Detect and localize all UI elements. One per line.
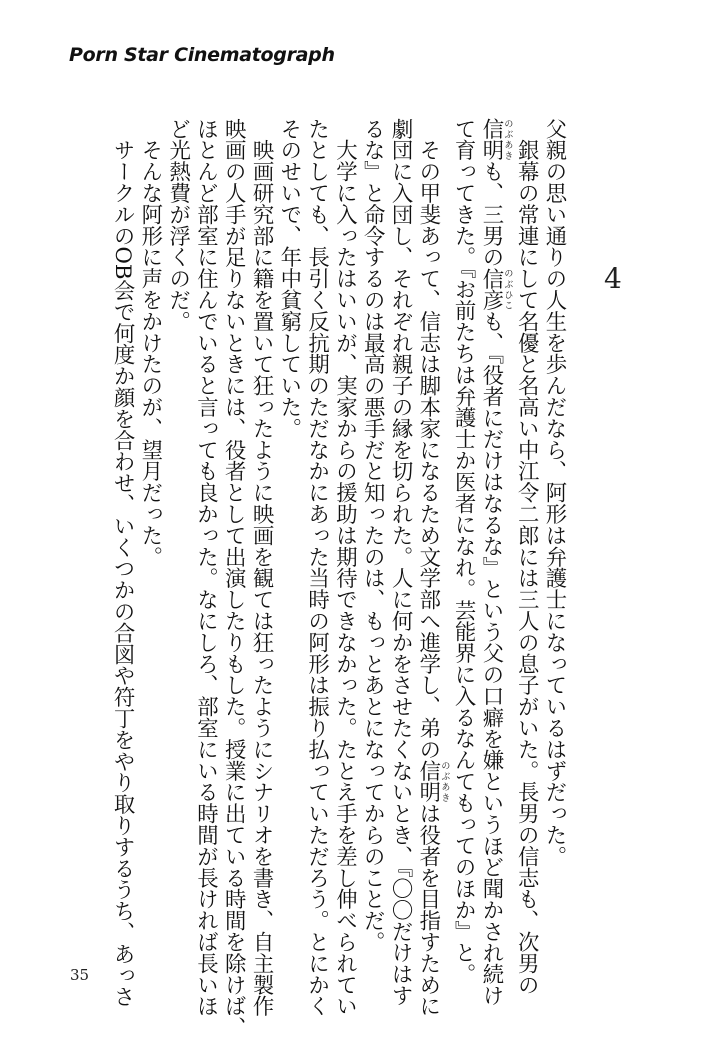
running-title: Porn Star Cinematograph	[69, 44, 335, 66]
text-line: 映画の人手が足りないときには、役者として出演したりもした。授業に出ている時間を除けば、	[221, 118, 247, 1038]
body-text	[110, 118, 568, 1038]
text-line: サークルのOB会で何度か顔を合わせ、いくつかの合図や符丁をやり取りするうち、あっさ	[110, 118, 136, 1008]
text-line: 大学に入ったはいいが、実家からの援助は期待できなかった。たとえ手を差し伸べられてい	[332, 118, 358, 1017]
text-line: ど光熱費が浮くのだ。	[165, 118, 191, 332]
text-line: 銀幕の常連にして名優と名高い中江令二郎には三人の息子がいた。長男の信志も、次男の	[514, 118, 540, 996]
text-line: そんな阿形に声をかけたのが、望月だった。	[137, 118, 163, 568]
ruby-annotation: 信明のぶあき	[415, 760, 450, 803]
text-line: たとしても、長引く反抗期のただなかにあった当時の阿形は振り払っていただろう。とにかく	[304, 118, 330, 1017]
ruby-annotation: 信彦のぶひこ	[478, 267, 513, 311]
text-line: て育ってきた。『お前たちは弁護士か医者になれ。芸能界に入るなんてもってのほか』と。	[451, 118, 477, 985]
text-line: 信明のぶあきも、三男の信彦のぶひこも、『役者にだけはなるな』という父の口癖を嫌というほど聞かされ続け	[478, 118, 513, 1007]
page-number: 35	[70, 966, 90, 984]
ruby-annotation: 信明のぶあき	[478, 118, 513, 161]
text-line: ほとんど部室に住んでいると言っても良かった。なにしろ、部室にいる時間が長ければ長いほ	[193, 118, 219, 1017]
text-line: その甲斐あって、信志は脚本家になるため文学部へ進学し、弟の信明のぶあきは役者を目指すために	[415, 118, 450, 1017]
text-line: 劇団に入団し、それぞれ親子の縁を切られた。人に何かをさせたくないとき、『〇〇だけはす	[388, 118, 414, 1007]
text-line: 映画研究部に籍を置いて狂ったように映画を観ては狂ったようにシナリオを書き、自主製作	[249, 118, 275, 1017]
text-line: るな』と命令するのは最高の悪手だと知ったのは、もっとあとになってからのことだ。	[360, 118, 386, 953]
chapter-number: 4	[604, 262, 622, 295]
text-line: そのせいで、年中貧窮していた。	[276, 118, 302, 439]
text-line: 父親の思い通りの人生を歩んだなら、阿形は弁護士になっているはずだった。	[542, 118, 567, 867]
